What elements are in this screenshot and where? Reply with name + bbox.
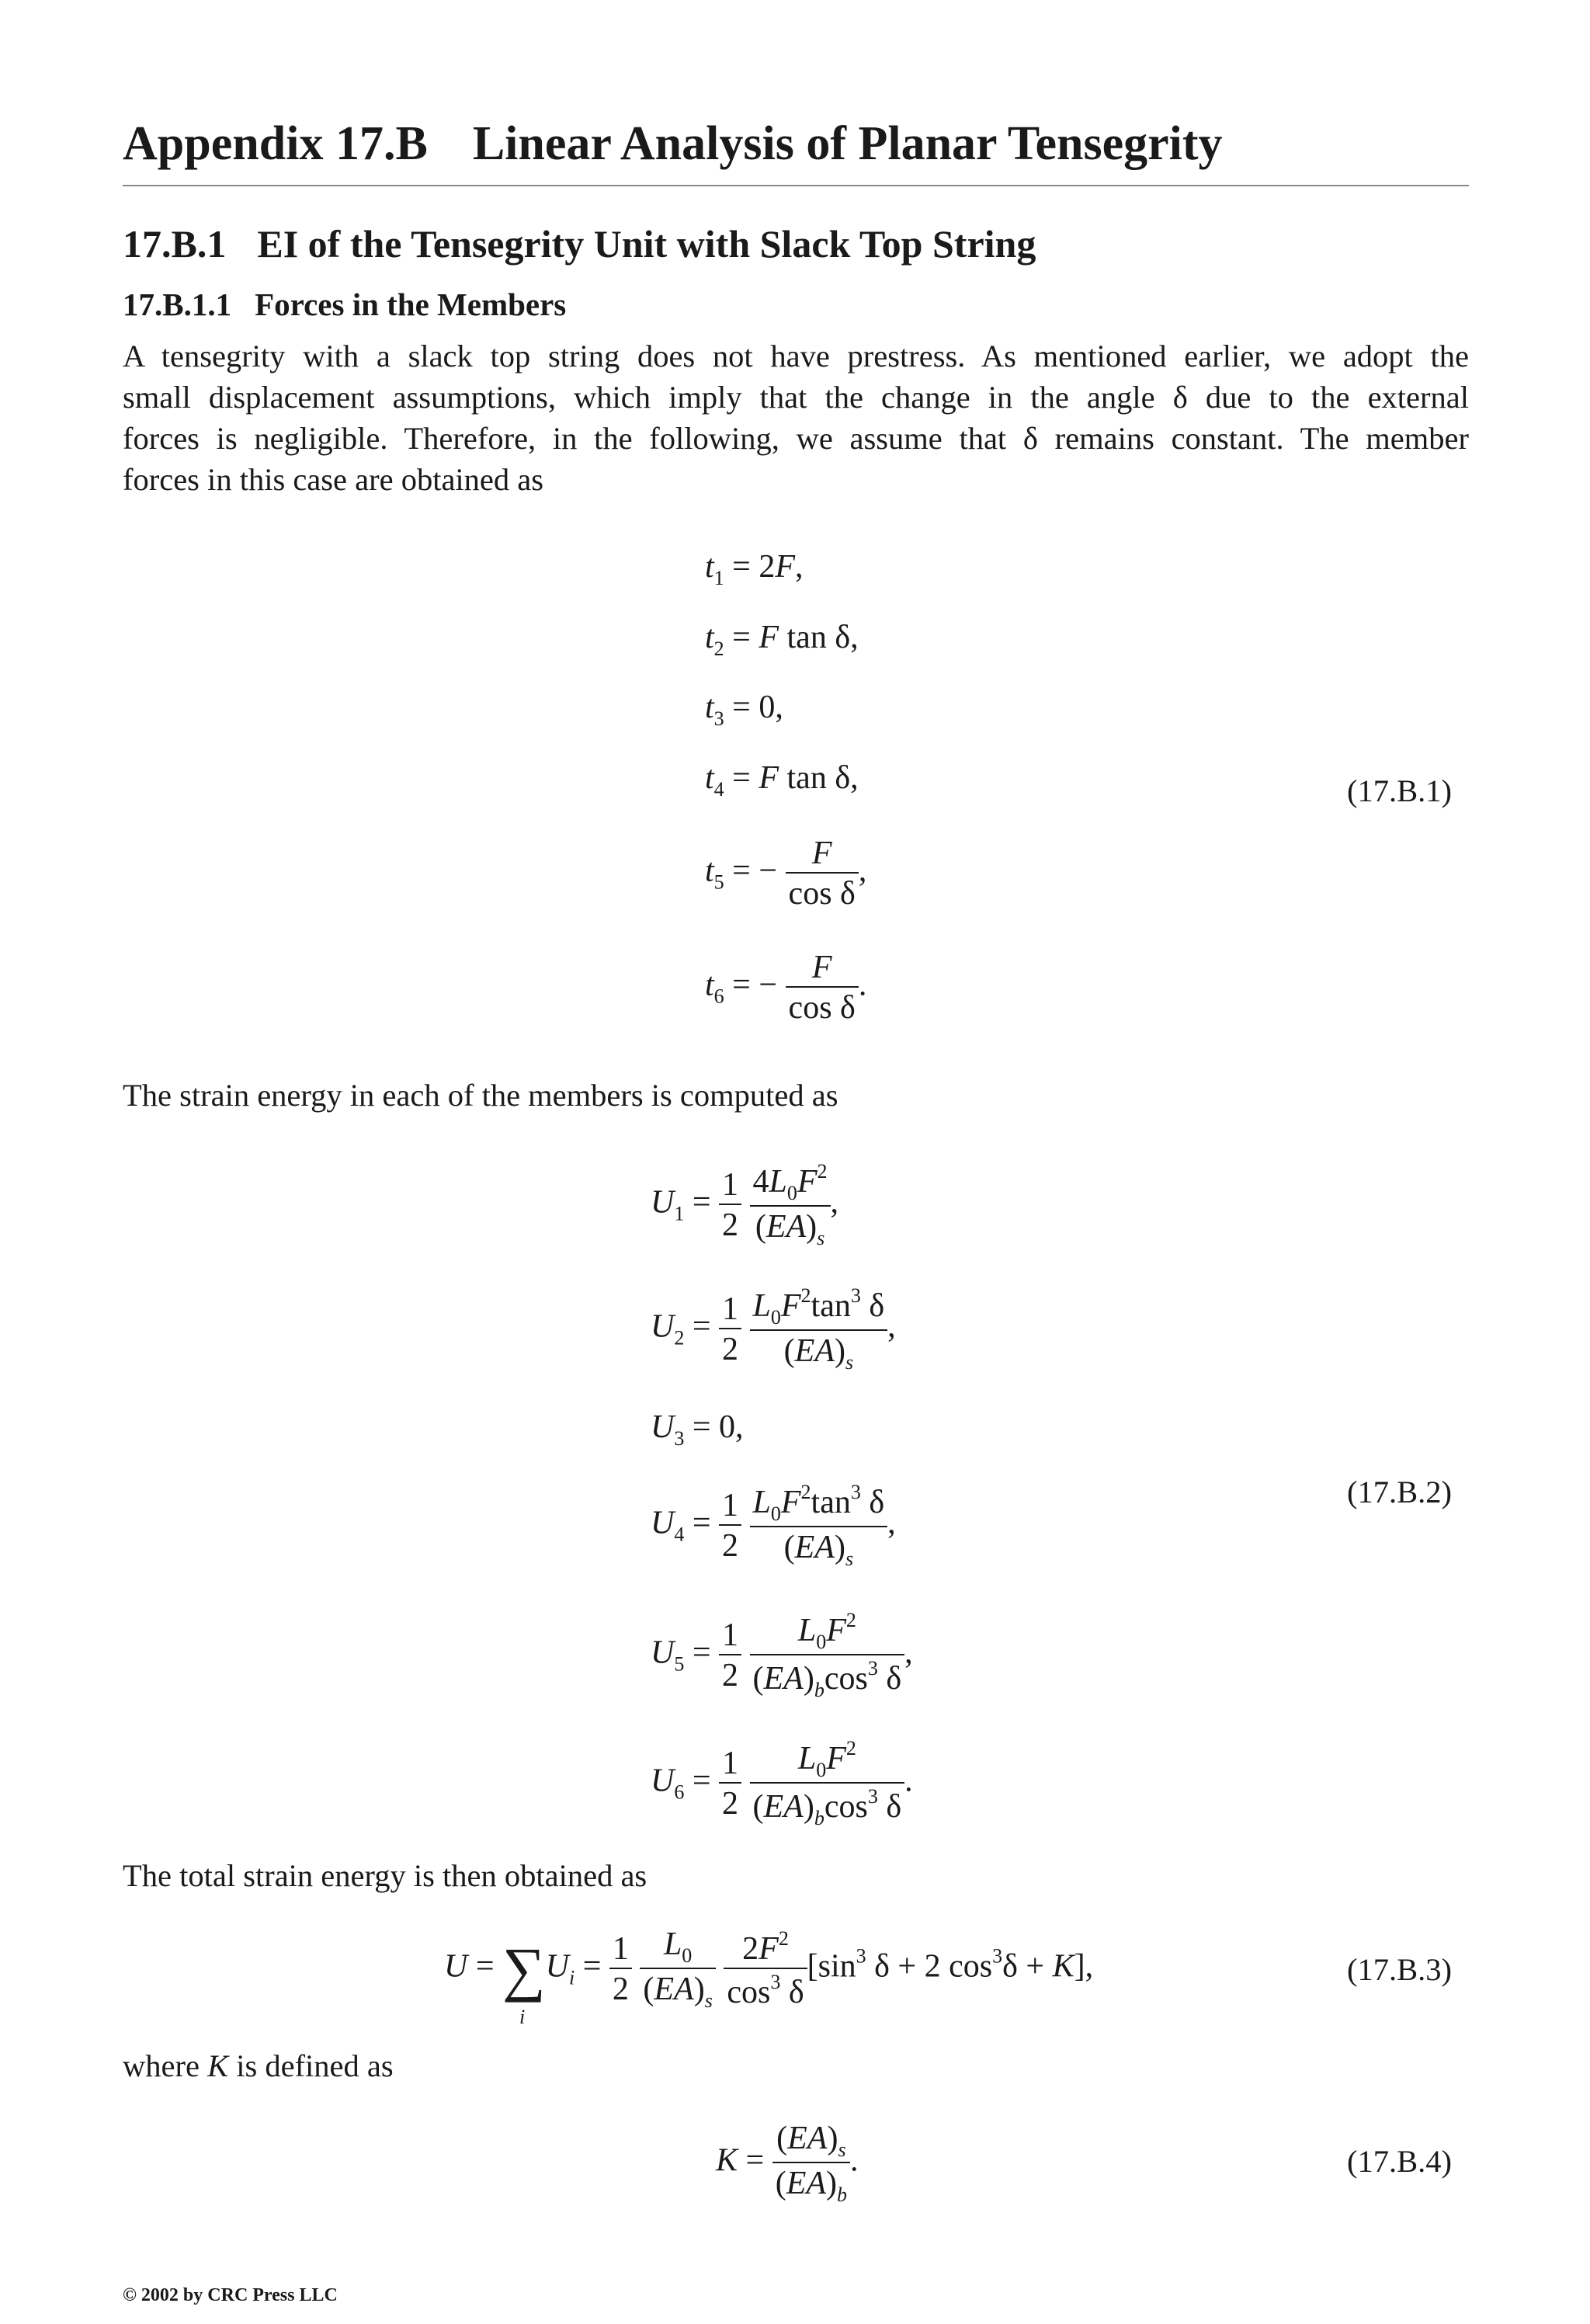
copyright-footer: © 2002 by CRC Press LLC <box>123 2285 338 2305</box>
subsection-heading <box>123 286 566 323</box>
title-rule <box>123 185 1469 186</box>
intro-paragraph <box>123 335 1469 500</box>
where-k-text: where K is defined as <box>123 2048 394 2083</box>
total-intro-text: The total strain energy is then obtained as <box>123 1858 647 1893</box>
eq-t6: $t_6$ = − $\frac{F}{\text{cos δ}}$ . <box>705 950 867 1026</box>
eq-u3: $U_3 = 0$, <box>651 1409 744 1450</box>
intro-line: A tensegrity with a slack top string does not have prestress. As mentioned earlier, we adopt the <box>123 339 1469 373</box>
sum-symbol: ∑ <box>502 1935 546 2003</box>
equation-number: (17.B.1) <box>1347 773 1452 808</box>
intro-line: forces is negligible. Therefore, in the following, we assume that δ remains constant. The member <box>123 421 1469 456</box>
section-heading <box>123 221 1036 266</box>
eq-total-strain: U = ∑ i $U_i$ = $\frac{1}{2}$ $\frac{L_0}{(EA)_s}$ $\frac{2F^2}{\cos^3 \delta}$ [$\sin^3$ δ + 2 $\cos^3\delta + K$], <box>444 1926 1094 2028</box>
appendix-title <box>123 116 1223 172</box>
eq-t1: $t_1 = 2F$, <box>705 549 804 589</box>
subsection-number: 17.B.1.1 <box>123 287 232 322</box>
eq-u5: $U_5$ = $\frac{1}{2}$ $\frac{L_0F^2}{(EA)_b\cos^3 \delta}$ , <box>651 1609 913 1701</box>
equation-number: (17.B.2) <box>1347 1475 1452 1509</box>
strain-intro-text: The strain energy in each of the members is computed as <box>123 1078 838 1113</box>
eq-u2: $U_2$ = $\frac{1}{2}$ $\frac{L_0F^2\tan^3 \delta}{(EA)_s}$ , <box>651 1284 896 1374</box>
eq-t3: $t_3 = 0$, <box>705 690 783 730</box>
subsection-title: Forces in the Members <box>255 287 567 322</box>
eq-u6: $U_6$ = $\frac{1}{2}$ $\frac{L_0F^2}{(EA)_b\cos^3 \delta}$ . <box>651 1737 913 1829</box>
equation-number: (17.B.4) <box>1347 2144 1452 2179</box>
eq-t2: $t_2 = F$ tan δ, <box>705 620 859 660</box>
appendix-number: Appendix 17.B <box>123 117 428 170</box>
eq-t5: $t_5$ = − $\frac{F}{\text{cos δ}}$ , <box>705 835 867 912</box>
intro-line: forces in this case are obtained as <box>123 462 544 497</box>
section-title: EI of the Tensegrity Unit with Slack Top String <box>257 222 1036 266</box>
eq-k: K = $\frac{(EA)_s}{(EA)_b}$ . <box>716 2121 859 2206</box>
intro-line: small displacement assumptions, which imply that the change in the angle δ due to the external <box>123 380 1469 415</box>
eq-t4: $t_4 = F$ tan δ, <box>705 760 859 801</box>
section-number: 17.B.1 <box>123 222 227 266</box>
equation-number: (17.B.3) <box>1347 1952 1452 1987</box>
appendix-title-text: Linear Analysis of Planar Tensegrity <box>472 117 1223 170</box>
eq-u4: $U_4$ = $\frac{1}{2}$ $\frac{L_0F^2\tan^3 \delta}{(EA)_s}$ , <box>651 1481 896 1570</box>
eq-u1: $U_1$ = $\frac{1}{2}$ $\frac{4L_0F^2}{(EA)_s}$ , <box>651 1160 839 1249</box>
